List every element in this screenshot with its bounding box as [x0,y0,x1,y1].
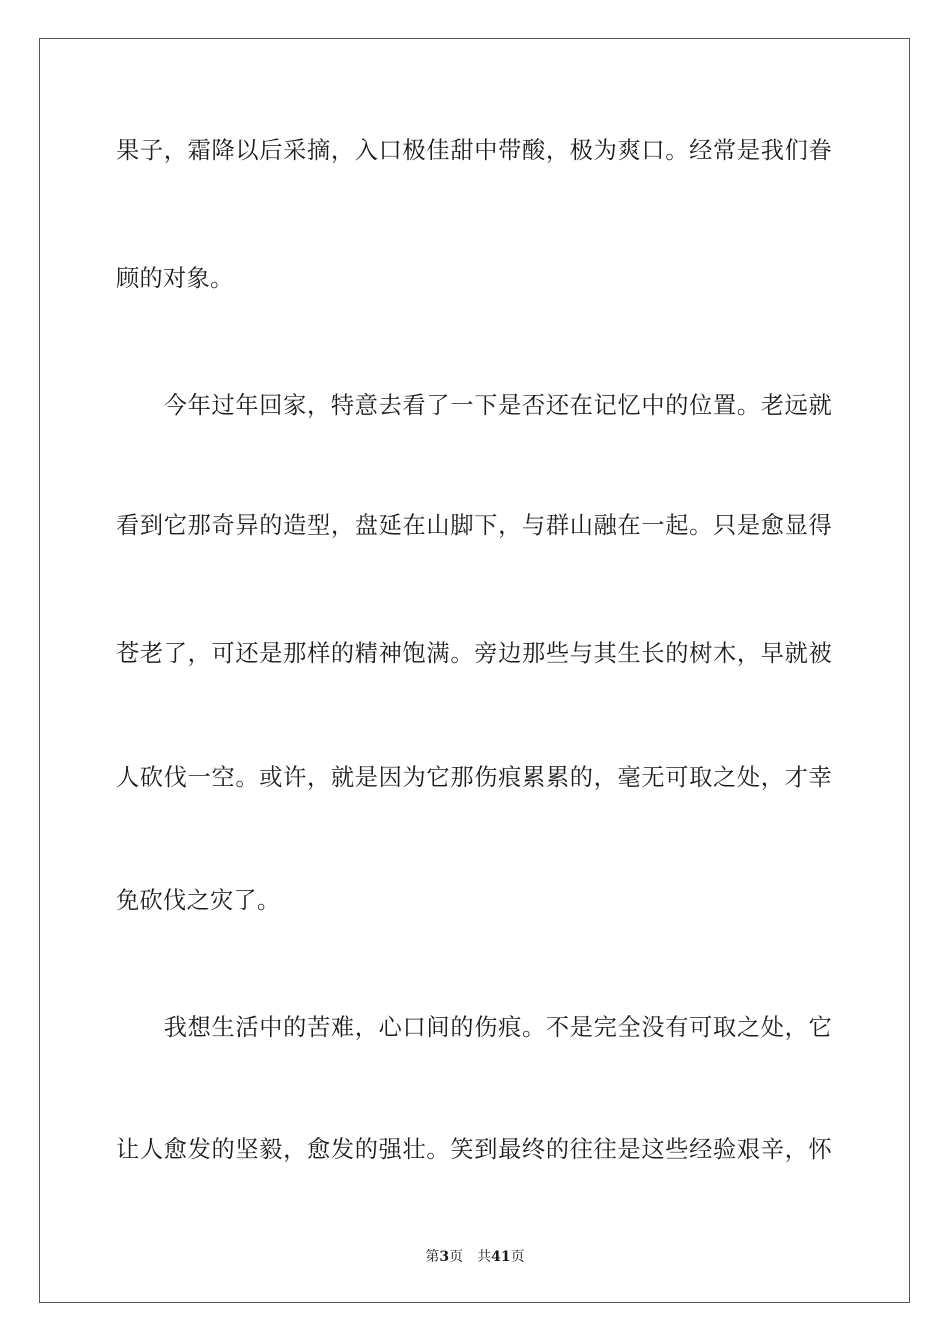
body-text-line: 免砍伐之灾了。 [116,887,281,914]
body-text-line: 今年过年回家，特意去看了一下是否还在记忆中的位置。老远就 [116,392,832,419]
total-pages: 41 [491,1249,511,1265]
page-border [39,38,910,1303]
body-text-line: 让人愈发的坚毅，愈发的强壮。笑到最终的往往是这些经验艰辛，怀 [116,1136,832,1163]
total-label-prefix: 共 [477,1249,492,1265]
body-text-line: 顾的对象。 [116,265,234,292]
page-label-prefix: 第 [425,1249,440,1265]
body-text-line: 果子，霜降以后采摘，入口极佳甜中带酸，极为爽口。经常是我们眷 [116,137,832,164]
body-text-line: 看到它那奇异的造型，盘延在山脚下，与群山融在一起。只是愈显得 [116,512,832,539]
body-text-line: 苍老了，可还是那样的精神饱满。旁边那些与其生长的树木，早就被 [116,640,832,667]
total-label-suffix: 页 [510,1249,525,1265]
body-text-line: 人砍伐一空。或许，就是因为它那伤痕累累的，毫无可取之处，才幸 [116,764,832,791]
body-text-line: 我想生活中的苦难，心口间的伤痕。不是完全没有可取之处，它 [116,1014,832,1041]
page-footer [0,1247,950,1267]
page-number: 3 [439,1249,450,1265]
page-label-suffix: 页 [449,1249,464,1265]
